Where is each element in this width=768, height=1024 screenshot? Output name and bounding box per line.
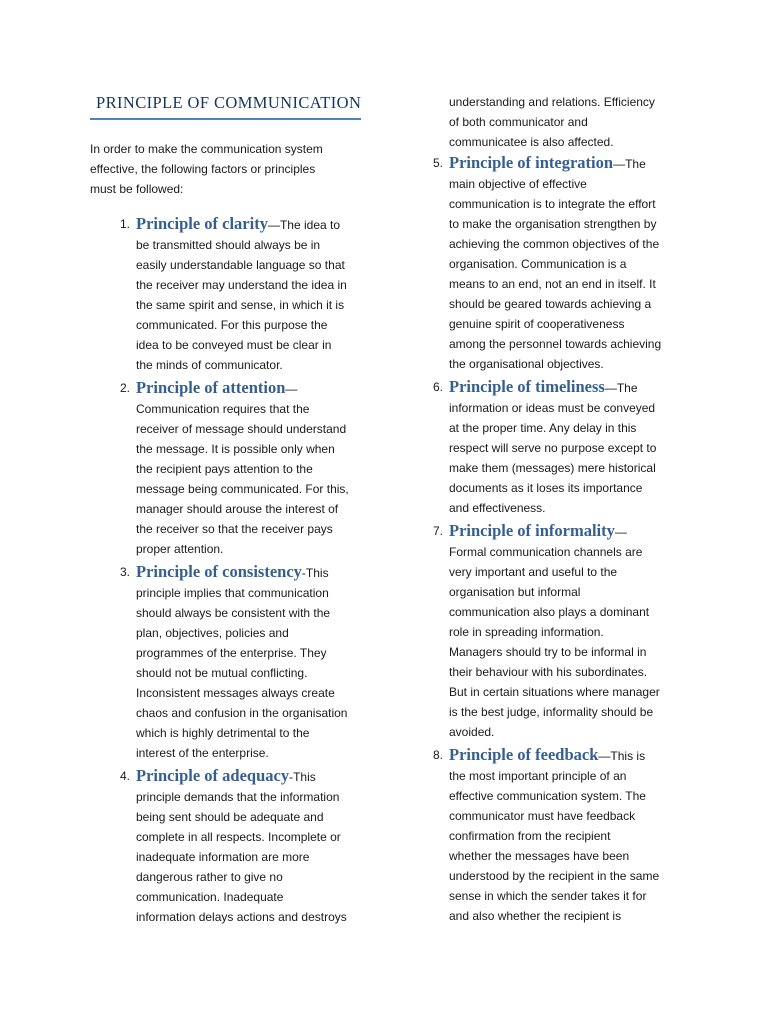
item-heading-line: [108, 561, 368, 583]
heading-trailing-text: —The: [613, 157, 646, 171]
item-body-line: But in certain situations where manager: [449, 685, 660, 699]
item-body-line: chaos and confusion in the organisation: [136, 706, 348, 720]
heading-trailing-text: —This is: [598, 749, 646, 763]
item-heading-line: [421, 376, 681, 398]
item-body-line: receiver of message should understand: [136, 422, 347, 436]
item-body-line: the message. It is possible only when: [136, 442, 335, 456]
list-item: [108, 561, 368, 763]
item-body-line: whether the messages have been: [449, 849, 630, 863]
item-body-line: documents as it loses its importance: [449, 481, 643, 495]
item-body-line: communicator must have feedback: [449, 809, 636, 823]
intro-line: must be followed:: [90, 182, 184, 196]
intro-line: effective, the following factors or principles: [90, 162, 316, 176]
item-body-line: dangerous rather to give no: [136, 870, 283, 884]
list-item: [108, 765, 368, 927]
item-body-line: be transmitted should always be in: [136, 238, 321, 252]
item-body-line: understood by the recipient in the same: [449, 869, 660, 883]
item-body-line: and effectiveness.: [449, 501, 546, 515]
left-column: [108, 213, 368, 929]
item-body-line: should be geared towards achieving a: [449, 297, 652, 311]
list-item: [108, 213, 368, 375]
item-number: 5.: [432, 156, 443, 170]
item-body-line: among the personnel towards achieving: [449, 337, 662, 351]
item-number: 3.: [119, 565, 130, 579]
item-number: 1.: [119, 217, 130, 231]
item-body-line: avoided.: [449, 725, 495, 739]
principle-heading: Principle of timeliness: [449, 377, 605, 396]
item-body-line: plan, objectives, policies and: [136, 626, 289, 640]
item-body-line: the same spirit and sense, in which it is: [136, 298, 345, 312]
item-number: 6.: [432, 380, 443, 394]
heading-trailing-text: -This: [301, 566, 329, 580]
principle-heading: Principle of integration: [449, 153, 614, 172]
item-body-line: very important and useful to the: [449, 565, 618, 579]
item-body-line: which is highly detrimental to the: [136, 726, 310, 740]
item-body-line: Inconsistent messages always create: [136, 686, 335, 700]
item-body-line: at the proper time. Any delay in this: [449, 421, 637, 435]
item-heading-line: [108, 765, 368, 787]
principle-heading: Principle of adequacy: [136, 766, 290, 785]
item-body-line: should always be consistent with the: [136, 606, 331, 620]
continued-line: communicatee is also affected.: [449, 135, 614, 149]
item-heading-line: [108, 213, 368, 235]
item-body-line: main objective of effective: [449, 177, 587, 191]
item-body-line: manager should arouse the interest of: [136, 502, 339, 516]
principle-heading: Principle of consistency: [136, 562, 302, 581]
item-body-line: communicated. For this purpose the: [136, 318, 328, 332]
intro-paragraph: [90, 139, 323, 199]
item-body-line: proper attention.: [136, 542, 224, 556]
item-body-line: communication is to integrate the effort: [449, 197, 656, 211]
principle-heading: Principle of informality: [449, 521, 615, 540]
item-body-line: message being communicated. For this,: [136, 482, 349, 496]
heading-trailing-text: -This: [289, 770, 316, 784]
item-body-line: interest of the enterprise.: [136, 746, 269, 760]
heading-trailing-text: —: [285, 382, 298, 396]
list-item: [108, 377, 368, 559]
item-heading-line: [421, 744, 681, 766]
item-body-line: communication also plays a dominant: [449, 605, 650, 619]
item-body-line: confirmation from the recipient: [449, 829, 611, 843]
item-number: 2.: [119, 381, 130, 395]
list-item: [421, 376, 681, 518]
principle-heading: Principle of attention: [136, 378, 286, 397]
item-body-line: the organisational objectives.: [449, 357, 604, 371]
item-body-line: achieving the common objectives of the: [449, 237, 660, 251]
item-body-line: information delays actions and destroys: [136, 910, 347, 924]
item-body-line: Formal communication channels are: [449, 545, 643, 559]
heading-trailing-text: —The idea to: [267, 218, 341, 232]
heading-trailing-text: —: [614, 525, 627, 539]
item-body-line: inadequate information are more: [136, 850, 310, 864]
item-heading-line: [421, 152, 681, 174]
item-body-line: organisation but informal: [449, 585, 581, 599]
intro-line: In order to make the communication system: [90, 142, 323, 156]
item-body-line: information or ideas must be conveyed: [449, 401, 656, 415]
item-body-line: complete in all respects. Incomplete or: [136, 830, 341, 844]
list-item: [421, 744, 681, 926]
item-body-line: is the best judge, informality should be: [449, 705, 654, 719]
item-heading-line: [421, 520, 681, 542]
item-body-line: means to an end, not an end in itself. It: [449, 277, 656, 291]
item-body-line: genuine spirit of cooperativeness: [449, 317, 625, 331]
item-number: 4.: [119, 769, 130, 783]
item-body-line: should not be mutual conflicting.: [136, 666, 308, 680]
principle-heading: Principle of clarity: [136, 214, 268, 233]
item-body-line: principle implies that communication: [136, 586, 329, 600]
item-body-line: the recipient pays attention to the: [136, 462, 313, 476]
item-body-line: make them (messages) mere historical: [449, 461, 656, 475]
item-body-line: being sent should be adequate and: [136, 810, 324, 824]
title-underline: [90, 118, 361, 120]
item-heading-line: [108, 377, 368, 399]
item-body-line: principle demands that the information: [136, 790, 340, 804]
item-number: 7.: [432, 524, 443, 538]
item-body-line: the most important principle of an: [449, 769, 627, 783]
item-body-line: Communication requires that the: [136, 402, 310, 416]
item-body-line: communication. Inadequate: [136, 890, 284, 904]
document-title: PRINCIPLE OF COMMUNICATION: [96, 93, 362, 112]
list-item: [421, 520, 681, 742]
item-body-line: respect will serve no purpose except to: [449, 441, 657, 455]
item-body-line: to make the organisation strengthen by: [449, 217, 657, 231]
item-body-line: sense in which the sender takes it for: [449, 889, 647, 903]
item-body-line: their behaviour with his subordinates.: [449, 665, 648, 679]
item-body-line: Managers should try to be informal in: [449, 645, 647, 659]
item-body-line: role in spreading information.: [449, 625, 604, 639]
continued-line: of both communicator and: [449, 115, 588, 129]
item-number: 8.: [432, 748, 443, 762]
item-body-line: easily understandable language so that: [136, 258, 345, 272]
heading-trailing-text: —The: [604, 381, 638, 395]
item-body-line: idea to be conveyed must be clear in: [136, 338, 332, 352]
item-body-line: the minds of communicator.: [136, 358, 283, 372]
item-body-line: the receiver so that the receiver pays: [136, 522, 333, 536]
item-body-line: programmes of the enterprise. They: [136, 646, 327, 660]
principle-heading: Principle of feedback: [449, 745, 599, 764]
item-body-line: effective communication system. The: [449, 789, 646, 803]
list-item: [421, 152, 681, 374]
item-body-line: the receiver may understand the idea in: [136, 278, 347, 292]
item-body-line: and also whether the recipient is: [449, 909, 622, 923]
continued-line: understanding and relations. Efficiency: [449, 95, 655, 109]
item-body-line: organisation. Communication is a: [449, 257, 627, 271]
right-column: [421, 92, 681, 928]
